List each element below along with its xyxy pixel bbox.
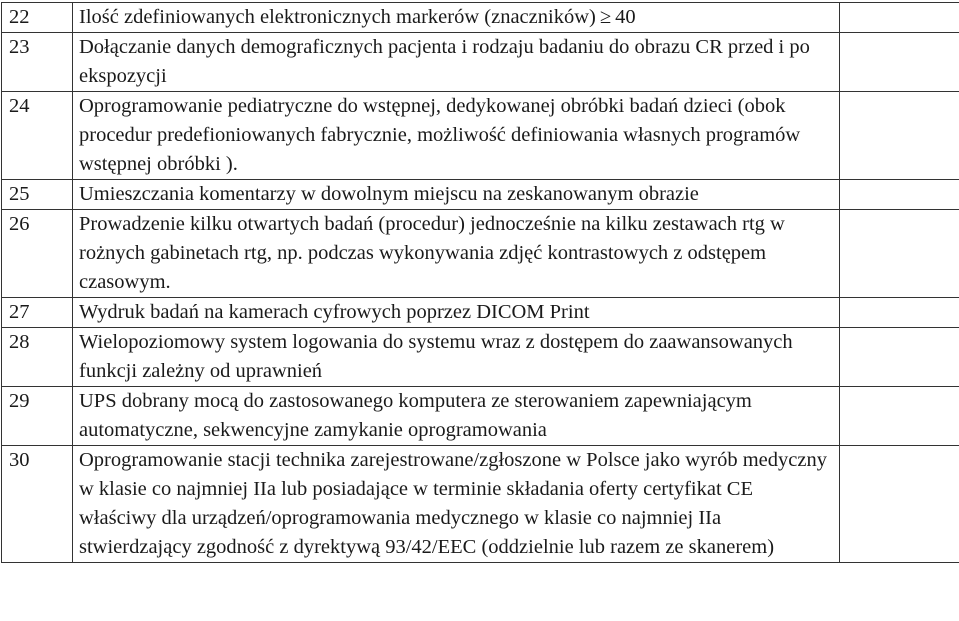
greater-or-equal-symbol: ≥: [599, 6, 612, 28]
row-description: Prowadzenie kilku otwartych badań (procedur) jednocześnie na kilku zestawach rtg w rożnych gabinetach rtg, np. podczas wykonywania zdjęć kontrastowych z odstępem czasowym.: [73, 210, 840, 298]
row-number: 25: [2, 180, 73, 210]
row-number: 24: [2, 92, 73, 180]
table-row: [2, 92, 959, 180]
row-description: Oprogramowanie stacji technika zarejestrowane/zgłoszone w Polsce jako wyrób medyczny w klasie co najmniej IIa lub posiadające w terminie składania oferty certyfikat CE właściwy dla urządzeń/oprogramowania medycznego w klasie co najmniej IIa stwierdzający zgodność z dyrektywą 93/42/EEC (oddzielnie lub razem ze skanerem): [73, 446, 840, 563]
table-row: [2, 3, 959, 33]
table-row: [2, 180, 959, 210]
response-cell[interactable]: [840, 328, 959, 387]
table-row: [2, 446, 959, 563]
row-description: UPS dobrany mocą do zastosowanego komputera ze sterowaniem zapewniającym automatyczne, sekwencyjne zamykanie oprogramowania: [73, 387, 840, 446]
row-description: Dołączanie danych demograficznych pacjenta i rodzaju badaniu do obrazu CR przed i po ekspozycji: [73, 33, 840, 92]
requirements-table: [1, 2, 959, 563]
table-row: [2, 298, 959, 328]
row-number: 27: [2, 298, 73, 328]
row-number: 28: [2, 328, 73, 387]
row-description: [73, 3, 840, 33]
response-cell[interactable]: [840, 33, 959, 92]
row-number: 22: [2, 3, 73, 33]
requirement-text: Ilość zdefiniowanych elektronicznych markerów (znaczników): [79, 6, 596, 28]
requirement-value: 40: [615, 6, 636, 28]
row-number: 29: [2, 387, 73, 446]
row-description: Wielopoziomowy system logowania do systemu wraz z dostępem do zaawansowanych funkcji zależny od uprawnień: [73, 328, 840, 387]
table-row: [2, 33, 959, 92]
row-description: Umieszczania komentarzy w dowolnym miejscu na zeskanowanym obrazie: [73, 180, 840, 210]
row-number: 30: [2, 446, 73, 563]
table-row: [2, 387, 959, 446]
row-description: Wydruk badań na kamerach cyfrowych poprzez DICOM Print: [73, 298, 840, 328]
row-number: 26: [2, 210, 73, 298]
response-cell[interactable]: [840, 387, 959, 446]
row-number: 23: [2, 33, 73, 92]
table-row: [2, 328, 959, 387]
row-description: Oprogramowanie pediatryczne do wstępnej, dedykowanej obróbki badań dzieci (obok procedur predefioniowanych fabrycznie, możliwość definiowania własnych programów wstępnej obróbki ).: [73, 92, 840, 180]
response-cell[interactable]: [840, 446, 959, 563]
response-cell[interactable]: [840, 180, 959, 210]
response-cell[interactable]: [840, 3, 959, 33]
table-row: [2, 210, 959, 298]
response-cell[interactable]: [840, 298, 959, 328]
response-cell[interactable]: [840, 92, 959, 180]
response-cell[interactable]: [840, 210, 959, 298]
